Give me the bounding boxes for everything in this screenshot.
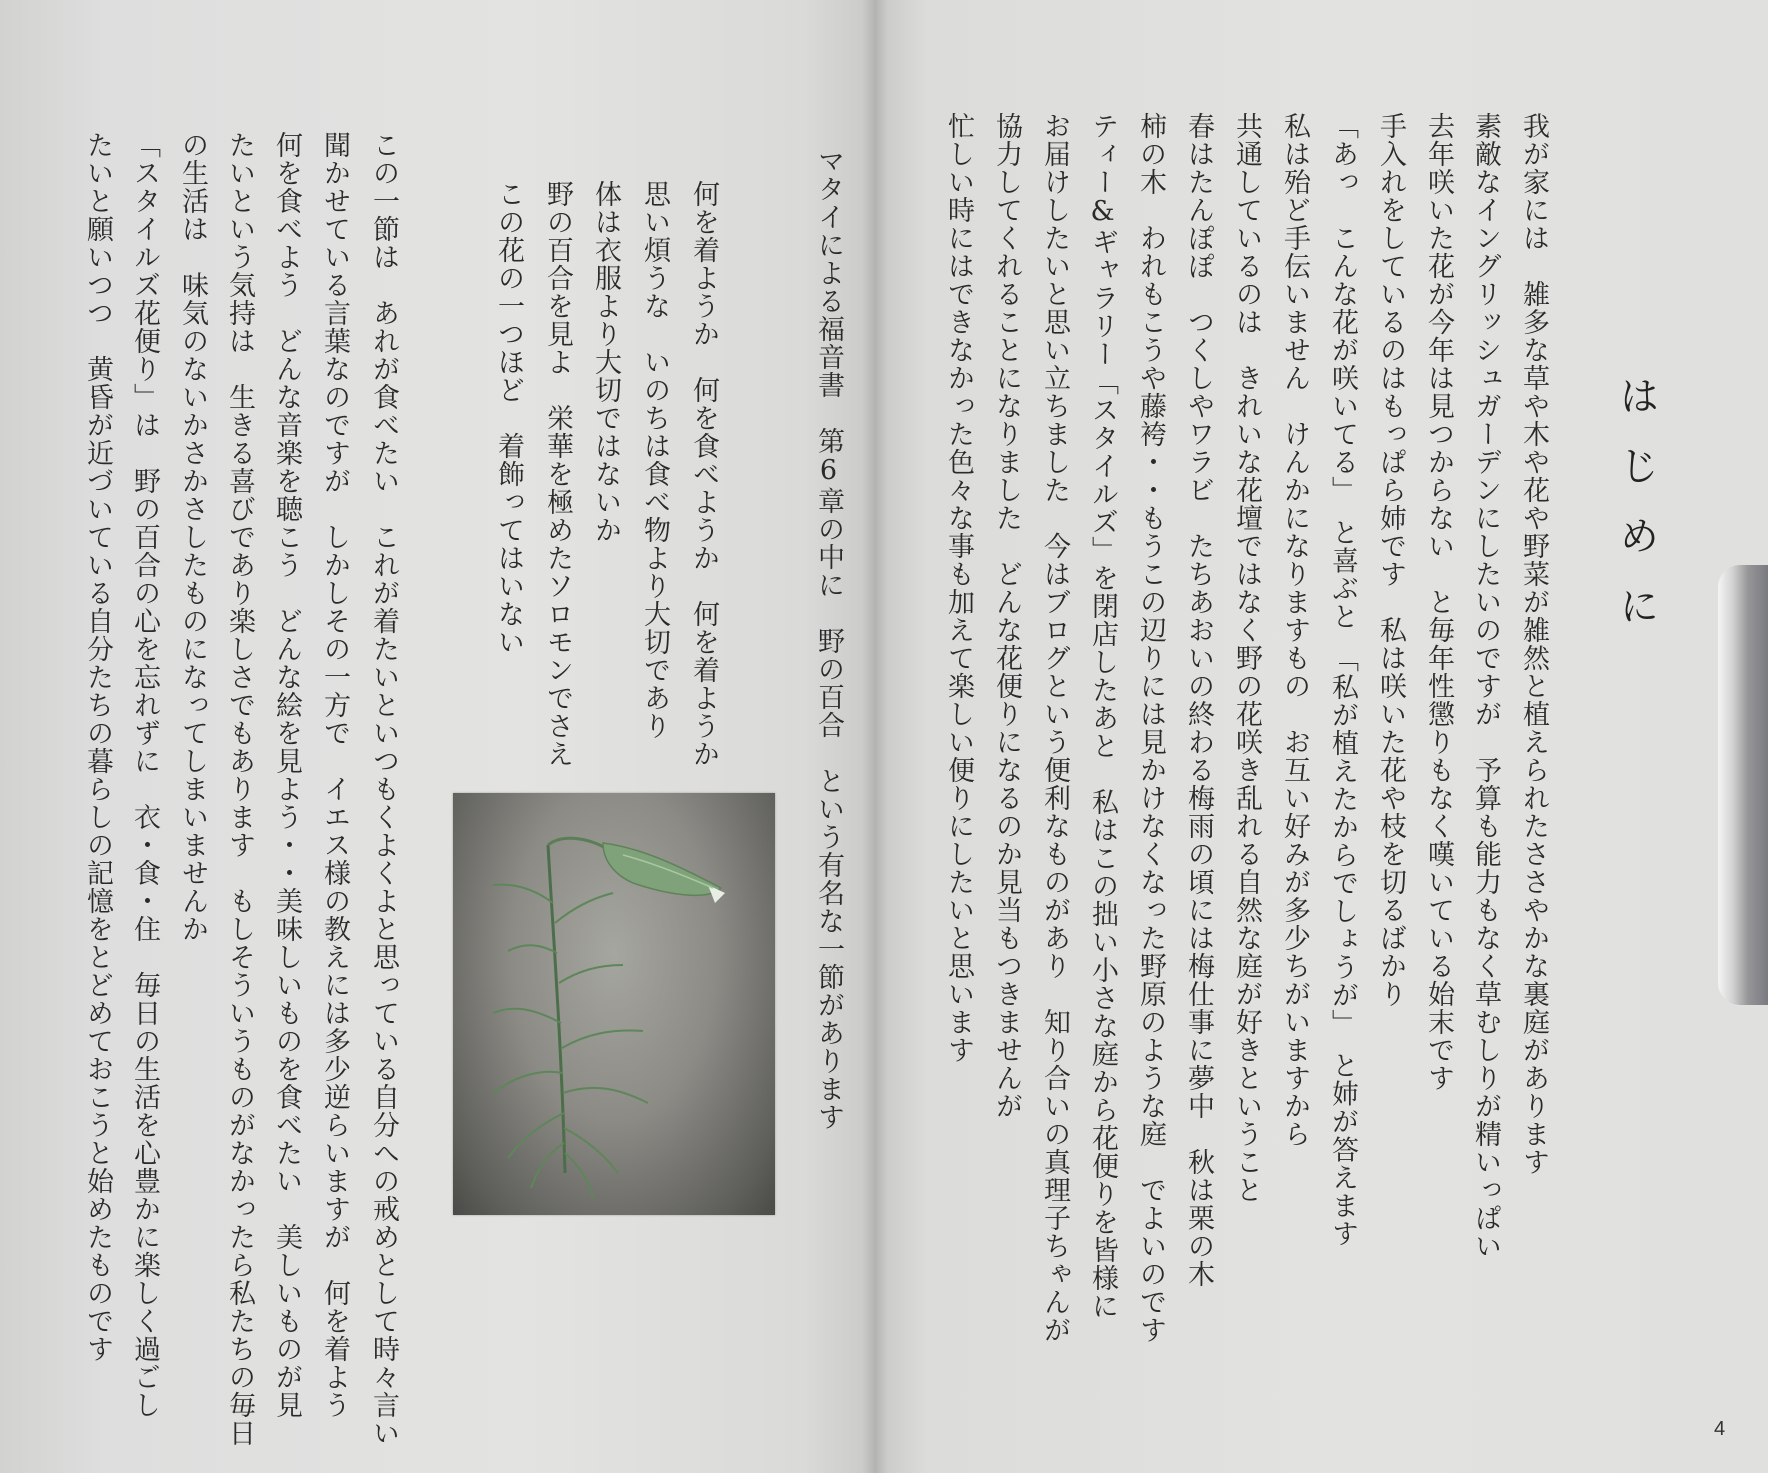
book-gutter (862, 0, 888, 1473)
body-line: 協力してくれることになりました どんな花便りになるのか見当もつきませんが (991, 112, 1022, 1120)
body-line: 「あっ こんな花が咲いてる」 と喜ぶと 「私が植えたからでしょうが」 と姉が答えます (1327, 112, 1358, 1248)
commentary-line: たいという気持は 生きる喜びであり楽しさでもあります もしそういうものがなかったら私たちの毎日 (224, 131, 255, 1447)
verse-line: 何を着ようか 何を食べようか 何を着ようか (688, 180, 719, 768)
page-number: 4 (1714, 1418, 1726, 1440)
body-line: 柿の木 われもこうや藤袴・・もうこの辺りには見かけなくなった野原のような庭 でよいのです (1135, 112, 1166, 1344)
commentary-line: 聞かせている言葉なのですが しかしその一方で イエス様の教えには多少逆らいますが 何を着よう (319, 131, 350, 1419)
commentary-line: 「スタイルズ花便り」は 野の百合の心を忘れずに 衣・食・住 毎日の生活を心豊かに楽しく過ごし (129, 131, 160, 1419)
verse-line: 体は衣服より大切ではないか (590, 180, 621, 544)
verse-line: この花の一つほど 着飾ってはいない (493, 180, 524, 656)
lily-illustration (453, 793, 775, 1215)
commentary-line: この一節は あれが食べたい これが着たいといつもくよくよと思っている自分への戒めとして時々言い (368, 131, 399, 1447)
chapter-title: はじめに (1613, 375, 1659, 655)
body-line: 共通しているのは きれいな花壇ではなく野の花咲き乱れる自然な庭が好きということ (1231, 112, 1262, 1204)
body-line: 手入れをしているのはもっぱら姉です 私は咲いた花や枝を切るばかり (1375, 112, 1406, 1008)
body-line: お届けしたいと思い立ちました 今はブログという便利なものがあり 知り合いの真理子ちゃんが (1039, 112, 1070, 1344)
body-line: 私は殆ど手伝いません けんかになりますもの お互い好みが多少ちがいますから (1279, 112, 1310, 1148)
verse-line: 野の百合を見よ 栄華を極めたソロモンでさえ (542, 180, 573, 768)
intro-line: マタイによる福音書 第6章の中に 野の百合 という有名な一節があります (813, 147, 844, 1131)
right-page (874, 0, 1768, 1473)
commentary-line: 何を食べよう どんな音楽を聴こう どんな絵を見よう・・美味しいものを食べたい 美しいものが見 (271, 131, 302, 1419)
body-line: 去年咲いた花が今年は見つからない と毎年性懲りもなく嘆いている始末です (1423, 112, 1454, 1092)
commentary-line: たいと願いつつ 黄昏が近づいている自分たちの暮らしの記憶をとどめておこうと始めたものです (82, 131, 113, 1363)
body-line: 春はたんぽぽ つくしやワラビ たちあおいの終わる梅雨の頃には梅仕事に夢中 秋は栗の木 (1183, 112, 1214, 1288)
lily-photo (453, 793, 775, 1215)
body-line: 素敵なイングリッシュガーデンにしたいのですが 予算も能力もなく草むしりが精いっぱい (1470, 112, 1501, 1260)
commentary-line: の生活は 味気のないかさかさしたものになってしまいませんか (177, 131, 208, 943)
body-line: ティー&ギャラリー「スタイルズ」を閉店したあと 私はこの拙い小さな庭から花便りを皆様に (1087, 112, 1118, 1320)
page-edge-reflection (1718, 565, 1768, 1005)
verse-line: 思い煩うな いのちは食べ物より大切であり (639, 180, 670, 740)
left-page (0, 0, 874, 1473)
body-line: 我が家には 雑多な草や木や花や野菜が雑然と植えられたささやかな裏庭があります (1518, 112, 1549, 1176)
body-line: 忙しい時にはできなかった色々な事も加えて楽しい便りにしたいと思います (943, 112, 974, 1064)
